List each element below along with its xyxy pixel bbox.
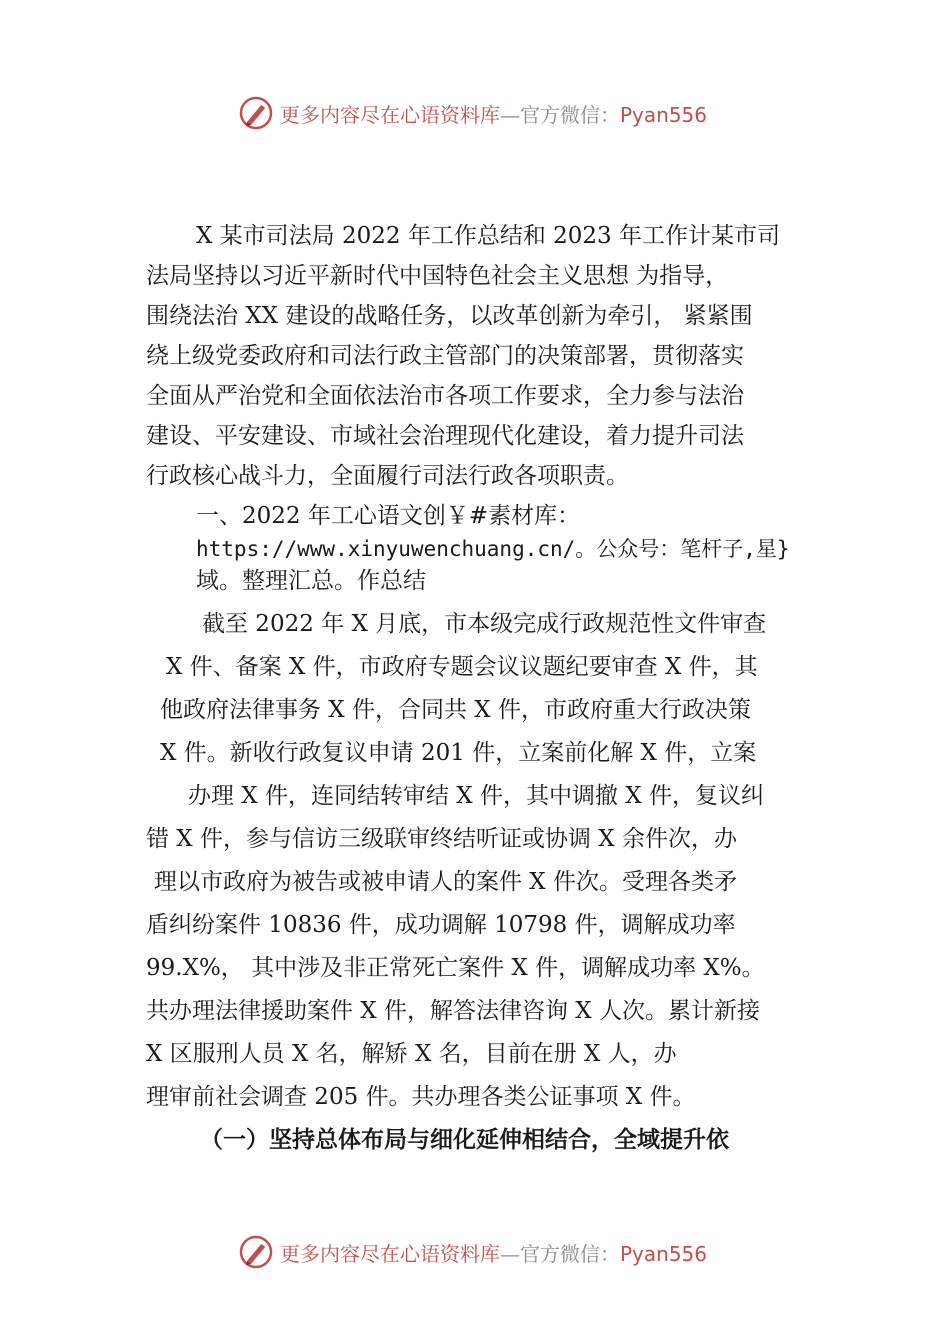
- text-line: 盾纠纷案件 10836 件，成功调解 10798 件，调解成功率: [146, 912, 736, 938]
- text-line: X 某市司法局 2022 年工作总结和 2023 年工作计某市司: [196, 223, 780, 249]
- text-line: 办理 X 件，连同结转审结 X 件，其中调撤 X 件，复议纠: [188, 783, 764, 809]
- text-line: 建设、平安建设、市域社会治理现代化建设，着力提升司法: [146, 423, 744, 449]
- text-line: 理审前社会调查 205 件。共办理各类公证事项 X 件。: [146, 1084, 696, 1110]
- footer-banner: [0, 1232, 950, 1272]
- banner-dash: —: [500, 102, 520, 127]
- banner-wechat-id: Pyan556: [620, 102, 708, 127]
- banner-label: 官方微信：: [520, 1241, 620, 1266]
- text-line: 他政府法律事务 X 件，合同共 X 件，市政府重大行政决策: [160, 697, 751, 723]
- pen-logo-icon: [238, 1234, 274, 1270]
- text-line: X 件、备案 X 件，市政府专题会议议题纪要审查 X 件，其: [166, 654, 758, 680]
- banner-brand: 更多内容尽在心语资料库: [280, 1241, 500, 1266]
- banner-dash: —: [500, 1241, 520, 1266]
- text-line: 绕上级党委政府和司法行政主管部门的决策部署，贯彻落实: [146, 343, 744, 369]
- banner-text: [280, 99, 707, 128]
- text-line: 99.X%， 其中涉及非正常死亡案件 X 件，调解成功率 X%。: [146, 955, 765, 981]
- text-line: 法局坚持以习近平新时代中国特色社会主义思想 为指导，: [146, 263, 729, 289]
- text-line-url: https://www.xinyuwenchuang.cn/。公众号：笔杆子,星}: [196, 537, 790, 561]
- text-line: 截至 2022 年 X 月底，市本级完成行政规范性文件审查: [202, 611, 767, 637]
- text-line: 共办理法律援助案件 X 件，解答法律咨询 X 人次。累计新接: [146, 998, 760, 1024]
- banner-content: [238, 93, 707, 133]
- text-line: 域。整理汇总。作总结: [196, 568, 426, 594]
- banner-text: [280, 1238, 707, 1267]
- banner-wechat-id: Pyan556: [620, 1241, 708, 1266]
- text-line: 理以市政府为被告或被申请人的案件 X 件次。受理各类矛: [154, 869, 737, 895]
- text-line: 全面从严治党和全面依法治市各项工作要求，全力参与法治: [146, 383, 744, 409]
- text-line: X 件。新收行政复议申请 201 件，立案前化解 X 件，立案: [160, 740, 757, 766]
- banner-content: [238, 1232, 707, 1272]
- section-heading: 一、2022 年工心语文创￥#素材库：: [196, 503, 581, 529]
- text-line: X 区服刑人员 X 名，解矫 X 名，目前在册 X 人，办: [146, 1041, 677, 1067]
- subsection-heading: （一）坚持总体布局与细化延伸相结合，全域提升依: [200, 1126, 729, 1153]
- banner-label: 官方微信：: [520, 102, 620, 127]
- text-line: 错 X 件，参与信访三级联审终结听证或协调 X 余件次，办: [146, 826, 737, 852]
- text-line: 围绕法治 XX 建设的战略任务，以改革创新为牵引， 紧紧围: [146, 303, 753, 329]
- text-line: 行政核心战斗力，全面履行司法行政各项职责。: [146, 463, 629, 489]
- pen-logo-icon: [238, 95, 274, 131]
- header-banner: [0, 93, 950, 133]
- banner-brand: 更多内容尽在心语资料库: [280, 102, 500, 127]
